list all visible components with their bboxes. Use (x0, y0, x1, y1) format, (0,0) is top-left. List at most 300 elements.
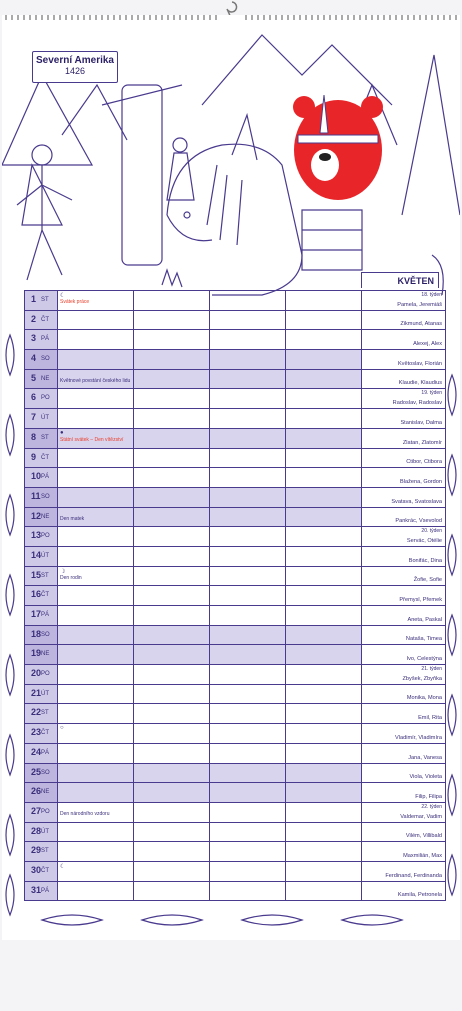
nameday-cell (362, 330, 446, 350)
day-number: 5 (31, 372, 37, 383)
person-column-3[interactable] (210, 369, 286, 389)
weekday: ÚT (41, 415, 49, 422)
holiday-text: Den matek (60, 515, 85, 522)
holiday-text: Svátek práce (60, 299, 90, 305)
person-column-1[interactable] (58, 586, 134, 606)
day-cell (25, 487, 58, 507)
person-column-4[interactable] (286, 507, 362, 527)
weekday: ST (41, 848, 49, 855)
day-number: 1 (31, 294, 37, 304)
person-column-4[interactable] (286, 330, 362, 350)
weekday: ÚT (41, 552, 49, 559)
person-column-3[interactable] (210, 448, 286, 468)
person-column-3[interactable] (210, 566, 286, 586)
person-column-1[interactable] (58, 645, 134, 665)
day-row (25, 606, 446, 626)
person-column-3[interactable] (210, 487, 286, 507)
person-column-3[interactable] (210, 310, 286, 330)
nameday-cell (362, 763, 446, 783)
day-row (25, 704, 446, 724)
day-number: 29 (31, 845, 42, 856)
person-column-3[interactable] (210, 645, 286, 665)
left-feathers (6, 335, 14, 915)
weekday: PÁ (41, 336, 50, 343)
person-column-4[interactable] (286, 625, 362, 645)
person-column-2[interactable] (134, 665, 210, 685)
week-number: 20. týden (421, 528, 442, 535)
day-row (25, 546, 446, 566)
weekday: PÁ (41, 749, 50, 756)
weekday: PÁ (41, 612, 50, 618)
month-label: KVĚTEN (361, 272, 439, 288)
day-cell (25, 389, 58, 409)
day-row (25, 743, 446, 763)
title-box (32, 51, 118, 83)
nameday-cell (362, 606, 446, 626)
person-column-3[interactable] (210, 625, 286, 645)
person-column-3[interactable] (210, 861, 286, 881)
person-column-2[interactable] (134, 389, 210, 409)
day-cell (25, 527, 58, 547)
day-cell (25, 763, 58, 783)
person-column-1[interactable] (58, 546, 134, 566)
nameday-cell (362, 369, 446, 389)
calendar-rows (25, 291, 446, 901)
day-cell (25, 861, 58, 881)
weekday: ST (41, 572, 49, 579)
nameday-cell (362, 487, 446, 507)
weekday: ČT (41, 730, 49, 737)
day-row (25, 487, 446, 507)
person-column-3[interactable] (210, 428, 286, 448)
nameday-names: Monika, Mona (406, 695, 442, 702)
nameday-names: Zikmund, Atanas (400, 321, 442, 328)
weekday: PO (41, 671, 50, 678)
person-column-3[interactable] (210, 409, 286, 429)
person-column-2[interactable] (134, 310, 210, 330)
person-column-4[interactable] (286, 802, 362, 822)
person-column-2[interactable] (134, 350, 210, 370)
person-column-4[interactable] (286, 606, 362, 626)
day-cell (25, 704, 58, 724)
person-column-2[interactable] (134, 448, 210, 468)
nameday-cell (362, 468, 446, 488)
day-cell (25, 350, 58, 370)
nameday-cell (362, 507, 446, 527)
person-column-2[interactable] (134, 684, 210, 704)
person-column-1[interactable] (58, 566, 134, 586)
person-column-2[interactable] (134, 606, 210, 626)
nameday-cell (362, 704, 446, 724)
weekday: SO (41, 356, 50, 363)
nameday-names: Blažena, Gordon (400, 478, 442, 485)
person-column-2[interactable] (134, 527, 210, 547)
day-number: 26 (31, 786, 42, 797)
nameday-cell (362, 665, 446, 685)
day-row (25, 684, 446, 704)
person-column-3[interactable] (210, 763, 286, 783)
day-cell (25, 743, 58, 763)
person-column-1[interactable] (58, 802, 134, 822)
person-column-4[interactable] (286, 684, 362, 704)
moon-phase-icon: ● (60, 429, 64, 436)
weekday: ČT (41, 454, 49, 461)
day-number: 12 (31, 510, 42, 521)
weekday: NE (41, 789, 50, 796)
day-cell (25, 586, 58, 606)
day-number: 13 (31, 530, 42, 541)
nameday-names: Vladimír, Vladimíra (395, 734, 442, 741)
day-number: 31 (31, 884, 42, 895)
day-number: 9 (31, 451, 37, 462)
weekday: NE (41, 375, 50, 382)
person-column-2[interactable] (134, 487, 210, 507)
weekday: SO (41, 769, 50, 776)
person-column-1[interactable] (58, 822, 134, 842)
weekday: NE (41, 513, 50, 520)
day-number: 3 (31, 333, 37, 344)
nameday-names: Květoslav, Florián (397, 360, 442, 367)
person-column-2[interactable] (134, 783, 210, 803)
day-number: 17 (31, 609, 42, 619)
nameday-cell (362, 409, 446, 429)
person-column-4[interactable] (286, 743, 362, 763)
person-column-2[interactable] (134, 861, 210, 881)
person-column-1[interactable] (58, 861, 134, 881)
day-row (25, 409, 446, 429)
person-column-2[interactable] (134, 330, 210, 350)
day-row (25, 468, 446, 488)
person-column-4[interactable] (286, 645, 362, 665)
person-column-3[interactable] (210, 665, 286, 685)
day-cell (25, 665, 58, 685)
day-cell (25, 369, 58, 389)
weekday: NE (41, 651, 50, 658)
person-column-3[interactable] (210, 724, 286, 744)
person-column-2[interactable] (134, 724, 210, 744)
person-column-1[interactable] (58, 783, 134, 803)
person-column-4[interactable] (286, 586, 362, 606)
nameday-names: Pankrác, Vsevolod (395, 518, 442, 525)
person-column-1[interactable] (58, 330, 134, 350)
nameday-cell (362, 566, 446, 586)
nameday-names: Zbyšek, Zbyňka (402, 675, 442, 682)
day-number: 19 (31, 648, 42, 659)
nameday-cell (362, 822, 446, 842)
weekday: ČT (41, 867, 49, 874)
nameday-names: Klaudie, Klaudius (398, 380, 442, 387)
day-number: 11 (31, 490, 41, 501)
nameday-names: Vilém, Villibald (405, 833, 442, 840)
person-column-4[interactable] (286, 763, 362, 783)
weekday: ST (41, 297, 49, 303)
totem-pole (122, 85, 162, 265)
day-number: 20 (31, 668, 42, 679)
person-column-2[interactable] (134, 743, 210, 763)
day-row (25, 783, 446, 803)
person-column-2[interactable] (134, 566, 210, 586)
nameday-names: Aneta, Paskal (407, 616, 442, 623)
nameday-cell (362, 802, 446, 822)
day-row (25, 448, 446, 468)
person-column-3[interactable] (210, 350, 286, 370)
person-column-4[interactable] (286, 566, 362, 586)
day-number: 21 (31, 687, 42, 698)
day-row (25, 330, 446, 350)
nameday-cell (362, 684, 446, 704)
day-row (25, 881, 446, 901)
person-column-4[interactable] (286, 291, 362, 311)
person-column-1[interactable] (58, 487, 134, 507)
nameday-cell (362, 389, 446, 409)
person-column-2[interactable] (134, 842, 210, 862)
person-column-4[interactable] (286, 369, 362, 389)
person-column-4[interactable] (286, 665, 362, 685)
day-number: 4 (31, 353, 37, 364)
person-column-4[interactable] (286, 822, 362, 842)
person-column-1[interactable] (58, 409, 134, 429)
person-column-2[interactable] (134, 625, 210, 645)
nameday-cell (362, 350, 446, 370)
weekday: PÁ (41, 887, 50, 894)
week-number: 21. týden (421, 666, 442, 673)
day-row (25, 369, 446, 389)
nameday-names: Přemysl, Přemek (399, 597, 442, 603)
person-column-1[interactable] (58, 428, 134, 448)
person-column-2[interactable] (134, 586, 210, 606)
person-column-2[interactable] (134, 409, 210, 429)
day-cell (25, 625, 58, 645)
nameday-cell (362, 448, 446, 468)
person-column-2[interactable] (134, 802, 210, 822)
day-number: 7 (31, 412, 37, 423)
bear-poncho (302, 210, 362, 270)
weekday: PO (41, 395, 50, 402)
person-column-2[interactable] (134, 291, 210, 311)
person-column-2[interactable] (134, 428, 210, 448)
nameday-cell (362, 842, 446, 862)
person-column-1[interactable] (58, 310, 134, 330)
nameday-names: Maxmilián, Max (403, 852, 442, 859)
person-column-1[interactable] (58, 704, 134, 724)
mountains (202, 35, 392, 105)
person-column-1[interactable] (58, 350, 134, 370)
day-number: 28 (31, 825, 42, 836)
nameday-cell (362, 724, 446, 744)
person-column-3[interactable] (210, 606, 286, 626)
person-column-1[interactable] (58, 507, 134, 527)
person-column-4[interactable] (286, 704, 362, 724)
person-column-2[interactable] (134, 507, 210, 527)
person-column-1[interactable] (58, 468, 134, 488)
person-column-1[interactable] (58, 842, 134, 862)
person-column-2[interactable] (134, 822, 210, 842)
day-row (25, 763, 446, 783)
day-number: 24 (31, 746, 42, 757)
person-column-4[interactable] (286, 783, 362, 803)
day-cell (25, 881, 58, 901)
person-column-4[interactable] (286, 724, 362, 744)
week-number: 18. týden (421, 292, 442, 298)
person-column-4[interactable] (286, 409, 362, 429)
person-column-1[interactable] (58, 606, 134, 626)
person-column-1[interactable] (58, 665, 134, 685)
day-cell (25, 468, 58, 488)
nameday-names: Ctibor, Ctibora (406, 459, 442, 466)
person-column-1[interactable] (58, 763, 134, 783)
day-number: 2 (31, 313, 37, 324)
person-column-4[interactable] (286, 861, 362, 881)
day-number: 10 (31, 471, 42, 482)
horse-figure (167, 115, 302, 295)
person-column-2[interactable] (134, 881, 210, 901)
person-column-4[interactable] (286, 389, 362, 409)
person-column-2[interactable] (134, 546, 210, 566)
person-column-4[interactable] (286, 448, 362, 468)
person-column-4[interactable] (286, 842, 362, 862)
nameday-names: Viola, Violeta (409, 774, 442, 781)
nameday-names: Alexej, Alex (413, 341, 442, 348)
week-number: 22. týden (421, 803, 442, 810)
day-cell (25, 409, 58, 429)
teepee-left-small (62, 85, 127, 140)
person-column-3[interactable] (210, 704, 286, 724)
day-number: 15 (31, 569, 42, 580)
moon-phase-icon: ☽ (60, 568, 66, 575)
day-cell (25, 566, 58, 586)
person-column-4[interactable] (286, 310, 362, 330)
day-cell (25, 802, 58, 822)
person-column-1[interactable] (58, 291, 134, 311)
nameday-names: Bonifác, Dina (408, 557, 442, 564)
day-cell (25, 645, 58, 665)
person-column-2[interactable] (134, 763, 210, 783)
nameday-cell (362, 625, 446, 645)
day-number: 25 (31, 766, 42, 777)
person-column-4[interactable] (286, 546, 362, 566)
person-column-1[interactable] (58, 724, 134, 744)
person-column-4[interactable] (286, 350, 362, 370)
teepee-right (402, 55, 460, 215)
nameday-names: Emil, Rita (418, 715, 442, 722)
person-column-1[interactable] (58, 625, 134, 645)
person-column-1[interactable] (58, 684, 134, 704)
person-column-1[interactable] (58, 369, 134, 389)
nameday-cell (362, 428, 446, 448)
person-column-3[interactable] (210, 389, 286, 409)
region-title: Severní Amerika (35, 55, 114, 66)
day-cell (25, 606, 58, 626)
bottom-feathers (42, 915, 402, 925)
person-column-4[interactable] (286, 527, 362, 547)
weekday: ČT (41, 316, 49, 323)
person-column-2[interactable] (134, 645, 210, 665)
day-row (25, 428, 446, 448)
nameday-cell (362, 586, 446, 606)
person-column-2[interactable] (134, 704, 210, 724)
nameday-names: Zlatan, Zlatomír (402, 439, 442, 446)
day-row (25, 350, 446, 370)
person-column-1[interactable] (58, 448, 134, 468)
day-cell (25, 428, 58, 448)
person-column-3[interactable] (210, 802, 286, 822)
day-cell (25, 310, 58, 330)
nameday-cell (362, 527, 446, 547)
person-column-3[interactable] (210, 743, 286, 763)
holiday-text: Květnové povstání českého lidu (60, 377, 131, 384)
day-cell (25, 546, 58, 566)
holiday-text: Den rodin (60, 574, 82, 581)
person-column-3[interactable] (210, 546, 286, 566)
person-column-3[interactable] (210, 881, 286, 901)
person-column-4[interactable] (286, 428, 362, 448)
nameday-names: Svatava, Svatoslava (391, 498, 442, 505)
day-number: 18 (31, 628, 42, 639)
person-column-4[interactable] (286, 881, 362, 901)
holiday-text: Státní svátek – Den vítězství (60, 436, 124, 443)
nameday-names: Radoslav, Radoslav (392, 400, 442, 407)
day-cell (25, 291, 58, 311)
person-column-3[interactable] (210, 527, 286, 547)
day-cell (25, 507, 58, 527)
week-number: 19. týden (421, 390, 442, 397)
person-column-3[interactable] (210, 586, 286, 606)
day-cell (25, 822, 58, 842)
person-column-3[interactable] (210, 684, 286, 704)
nameday-cell (362, 861, 446, 881)
person-column-1[interactable] (58, 389, 134, 409)
weekday: PO (41, 808, 50, 815)
calendar-grid (24, 290, 442, 908)
person-column-4[interactable] (286, 468, 362, 488)
day-row (25, 507, 446, 527)
day-number: 14 (31, 549, 42, 560)
day-row (25, 822, 446, 842)
nameday-names: Ivo, Celestýna (406, 656, 442, 663)
person-column-4[interactable] (286, 487, 362, 507)
day-row (25, 645, 446, 665)
person-column-2[interactable] (134, 468, 210, 488)
person-column-3[interactable] (210, 507, 286, 527)
nameday-cell (362, 291, 446, 311)
nameday-names: Servác, Otélie (406, 537, 442, 544)
person-column-1[interactable] (58, 881, 134, 901)
weekday: ÚT (41, 690, 49, 697)
day-cell (25, 724, 58, 744)
person-column-3[interactable] (210, 842, 286, 862)
person-column-3[interactable] (210, 330, 286, 350)
weekday: ČT (41, 592, 49, 599)
year-label: 1426 (64, 66, 86, 76)
person-column-1[interactable] (58, 743, 134, 763)
person-column-3[interactable] (210, 468, 286, 488)
weekday: PÁ (41, 474, 50, 481)
person-column-3[interactable] (210, 291, 286, 311)
moon-phase-icon: ☾ (60, 863, 66, 870)
day-cell (25, 448, 58, 468)
day-number: 30 (31, 864, 42, 875)
day-row (25, 389, 446, 409)
person-column-2[interactable] (134, 369, 210, 389)
person-column-3[interactable] (210, 783, 286, 803)
day-row (25, 665, 446, 685)
nameday-names: Žofie, Sofie (413, 577, 442, 584)
nameday-cell (362, 645, 446, 665)
day-number: 22 (31, 707, 42, 718)
person-column-3[interactable] (210, 822, 286, 842)
person-column-1[interactable] (58, 527, 134, 547)
day-cell (25, 783, 58, 803)
